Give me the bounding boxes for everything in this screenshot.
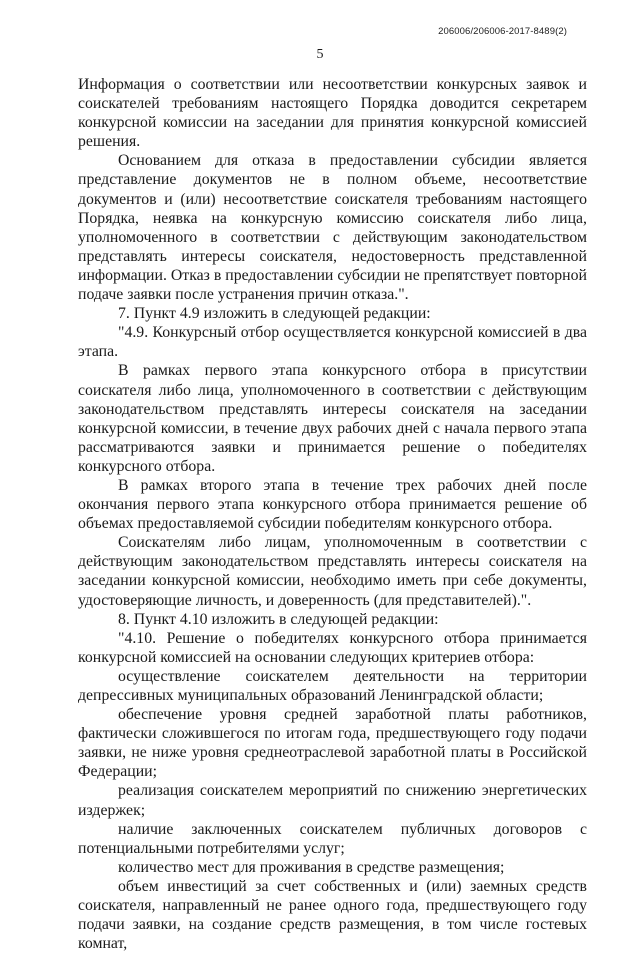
paragraph-first-stage: В рамках первого этапа конкурсного отбора в присутствии соискателя либо лица, уполномоченного в соответствии с действующим законодательством представлять интересы соискателя на заседании конкурсной комиссии, в течение двух рабочих дней с начала первого этапа рассматриваются заявки и принимается решение о победителях конкурсного отбора. <box>78 362 587 475</box>
criterion-investment-volume: объем инвестиций за счет собственных и (или) заемных средств соискателя, направленный не ранее одного года, предшествующего году подачи заявки, на создание средств размещения, в том числе гостевых комнат, <box>78 877 587 953</box>
criterion-public-contracts: наличие заключенных соискателем публичных договоров с потенциальными потребителями услуг; <box>78 820 587 857</box>
page-number: 5 <box>316 47 324 62</box>
criterion-accommodation-places: количество мест для проживания в средстве размещения; <box>118 858 505 876</box>
paragraph-second-stage: В рамках второго этапа в течение трех рабочих дней после окончания первого этапа конкурсного отбора принимается решение об объемах предоставляемой субсидии победителям конкурсного отбора. <box>78 476 587 533</box>
document-body <box>78 75 587 953</box>
criterion-average-wage: обеспечение уровня средней заработной платы работников, фактически сложившегося по итогам года, предшествующего году подачи заявки, не ниже уровня среднеотраслевой заработной платы в Российской Федерации; <box>78 706 587 781</box>
paragraph-4-10: "4.10. Решение о победителях конкурсного отбора принимается конкурсной комиссией на основании следующих критериев отбора: <box>78 629 587 666</box>
document-id: 206006/206006-2017-8489(2) <box>438 26 567 37</box>
criterion-energy-costs: реализация соискателем мероприятий по снижению энергетических издержек; <box>78 782 587 819</box>
paragraph-4-9: "4.9. Конкурсный отбор осуществляется конкурсной комиссией в два этапа. <box>78 324 587 361</box>
paragraph-refusal-grounds: Основанием для отказа в предоставлении субсидии является представление документов не в полном объеме, несоответствие документов и (или) несоответствие соискателя требованиям настоящего Порядка, неявка на конкурсную комиссию соискателя либо лица, уполномоченного в соответствии с действующим законодательством представлять интересы соискателя, недостоверность представленной информации. Отказ в предоставлении субсидии не препятствует повторной подаче заявки после устранения причин отказа.". <box>78 152 587 304</box>
paragraph-information: Информация о соответствии или несоответствии конкурсных заявок и соискателей требованиям настоящего Порядка доводится секретарем конкурсной комиссии на заседании для принятия конкурсной комиссией решения. <box>78 76 587 151</box>
criterion-depressed-areas: осуществление соискателем деятельности на территории депрессивных муниципальных образований Ленинградской области; <box>78 667 587 704</box>
paragraph-item-8: 8. Пункт 4.10 изложить в следующей редакции: <box>118 610 439 628</box>
paragraph-applicants: Соискателям либо лицам, уполномоченным в соответствии с действующим законодательством представлять интересы соискателя на заседании конкурсной комиссии, необходимо иметь при себе документы, удостоверяющие личность, и доверенность (для представителей).". <box>78 534 587 609</box>
paragraph-item-7: 7. Пункт 4.9 изложить в следующей редакции: <box>118 305 431 323</box>
